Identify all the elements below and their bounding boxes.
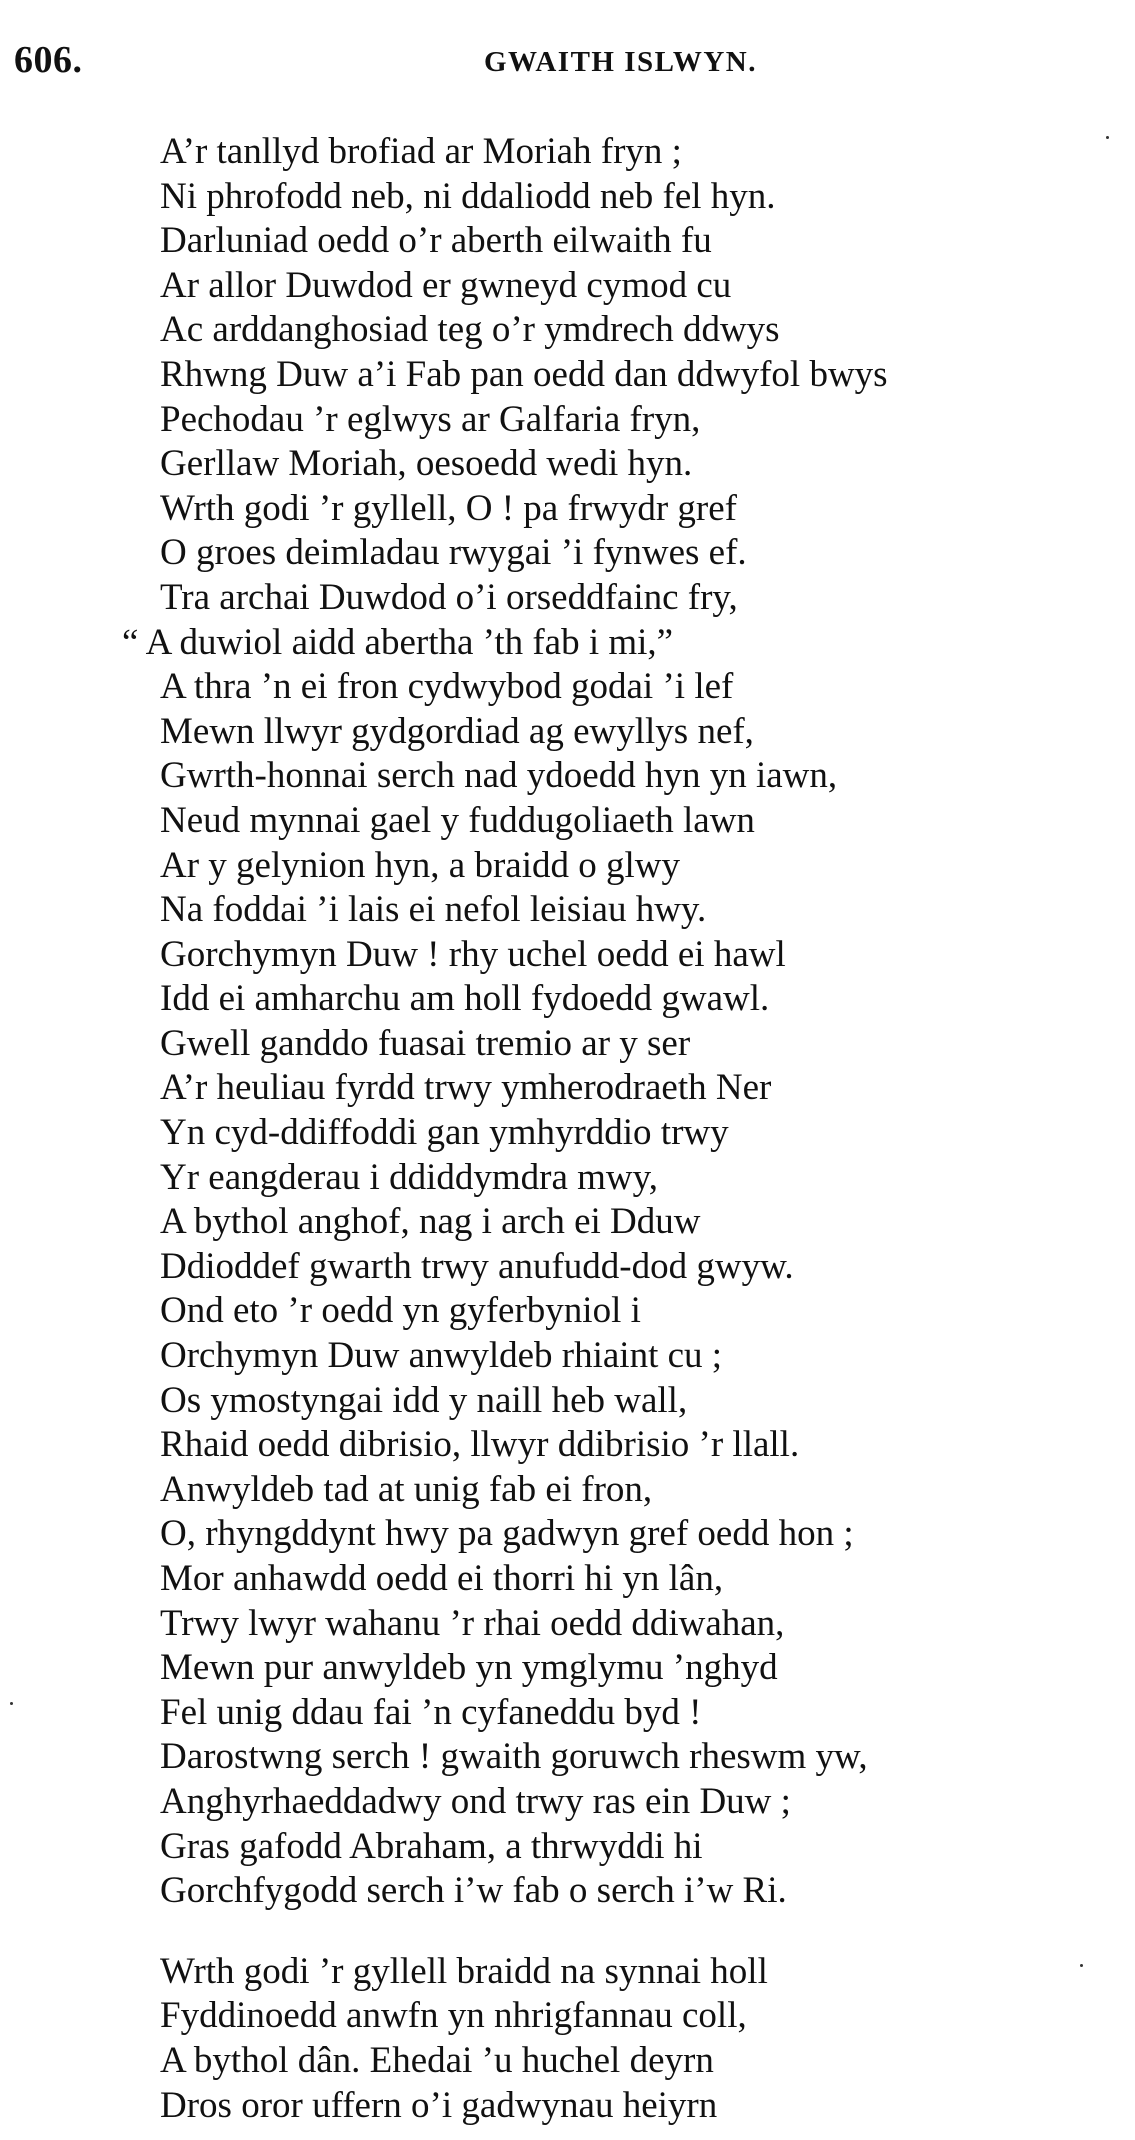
poem-line: Ac arddanghosiad teg o’r ymdrech ddwys xyxy=(160,309,780,351)
poem-line: Ni phrofodd neb, ni ddaliodd neb fel hyn. xyxy=(160,175,776,217)
poem-line: Gwell ganddo fuasai tremio ar y ser xyxy=(160,1022,691,1064)
poem-line: Orchymyn Duw anwyldeb rhiaint cu ; xyxy=(160,1335,723,1377)
poem-line: O groes deimladau rwygai ’i fynwes ef. xyxy=(160,532,747,574)
poem-line: A bythol dân. Ehedai ’u huchel deyrn xyxy=(160,2039,714,2081)
poem-line: Gwrth-honnai serch nad ydoedd hyn yn iawn, xyxy=(160,755,838,797)
poem-line: Yn cyd-ddiffoddi gan ymhyrddio trwy xyxy=(160,1112,729,1154)
running-title: GWAITH ISLWYN. xyxy=(484,46,757,78)
poem-line: Rhaid oedd dibrisio, llwyr ddibrisio ’r llall. xyxy=(160,1424,800,1466)
poem-line: Fyddinoedd anwfn yn nhrigfannau coll, xyxy=(160,1995,747,2037)
poem-line: Ddioddef gwarth trwy anufudd-dod gwyw. xyxy=(160,1245,794,1287)
poem-line: Rhwng Duw a’i Fab pan oedd dan ddwyfol bwys xyxy=(160,353,888,395)
poem-body xyxy=(122,130,1120,2128)
poem-line: Gerllaw Moriah, oesoedd wedi hyn. xyxy=(160,443,693,485)
print-speck xyxy=(10,1702,13,1705)
poem-line: Wrth godi ’r gyllell braidd na synnai holl xyxy=(160,1950,768,1992)
poem-line: O, rhyngddynt hwy pa gadwyn gref oedd hon ; xyxy=(160,1513,854,1555)
page-header xyxy=(14,38,1074,88)
poem-line: Ond eto ’r oedd yn gyferbyniol i xyxy=(160,1290,641,1332)
poem-line: Pechodau ’r eglwys ar Galfaria fryn, xyxy=(160,398,701,440)
poem-line: Os ymostyngai idd y naill heb wall, xyxy=(160,1379,688,1421)
poem-line: Mor anhawdd oedd ei thorri hi yn lân, xyxy=(160,1558,724,1599)
poem-line: Dros oror uffern o’i gadwynau heiyrn xyxy=(160,2084,718,2126)
poem-line: Fel unig ddau fai ’n cyfaneddu byd ! xyxy=(160,1691,702,1733)
poem-line: Darluniad oedd o’r aberth eilwaith fu xyxy=(160,220,712,262)
stanza xyxy=(122,130,1120,1914)
poem-line: A thra ’n ei fron cydwybod godai ’i lef xyxy=(160,666,734,708)
poem-line: Gras gafodd Abraham, a thrwyddi hi xyxy=(160,1825,703,1867)
poem-line: Na foddai ’i lais ei nefol leisiau hwy. xyxy=(160,889,707,931)
poem-line: Gorchfygodd serch i’w fab o serch i’w Ri. xyxy=(160,1870,787,1912)
poem-line: Ar y gelynion hyn, a braidd o glwy xyxy=(160,844,680,886)
poem-line: Ar allor Duwdod er gwneyd cymod cu xyxy=(160,264,732,306)
poem-line: A’r tanllyd brofiad ar Moriah fryn ; xyxy=(160,131,682,172)
print-speck xyxy=(1080,1964,1083,1967)
page-number: 606. xyxy=(14,39,83,81)
poem-line: Idd ei amharchu am holl fydoedd gwawl. xyxy=(160,978,770,1020)
poem-line: Tra archai Duwdod o’i orseddfainc fry, xyxy=(160,576,738,618)
poem-line: Neud mynnai gael y fuddugoliaeth lawn xyxy=(160,799,755,841)
poem-line: Mewn llwyr gydgordiad ag ewyllys nef, xyxy=(160,710,754,752)
poem-line: Anghyrhaeddadwy ond trwy ras ein Duw ; xyxy=(160,1780,791,1822)
poem-line: Mewn pur anwyldeb yn ymglymu ’nghyd xyxy=(160,1647,778,1689)
poem-line: “ A duwiol aidd abertha ’th fab i mi,” xyxy=(122,621,674,663)
print-speck xyxy=(1106,136,1109,139)
poem-line: A bythol anghof, nag i arch ei Dduw xyxy=(160,1201,701,1243)
poem-line: Anwyldeb tad at unig fab ei fron, xyxy=(160,1468,653,1510)
poem-line: Wrth godi ’r gyllell, O ! pa frwydr gref xyxy=(160,487,737,529)
poem-line: Darostwng serch ! gwaith goruwch rheswm yw, xyxy=(160,1736,868,1778)
poem-line: Trwy lwyr wahanu ’r rhai oedd ddiwahan, xyxy=(160,1602,785,1644)
poem-line: A’r heuliau fyrdd trwy ymherodraeth Ner xyxy=(160,1067,772,1109)
poem-line: Yr eangderau i ddiddymdra mwy, xyxy=(160,1156,658,1198)
stanza xyxy=(160,1950,1120,2128)
poem-line: Gorchymyn Duw ! rhy uchel oedd ei hawl xyxy=(160,933,786,975)
